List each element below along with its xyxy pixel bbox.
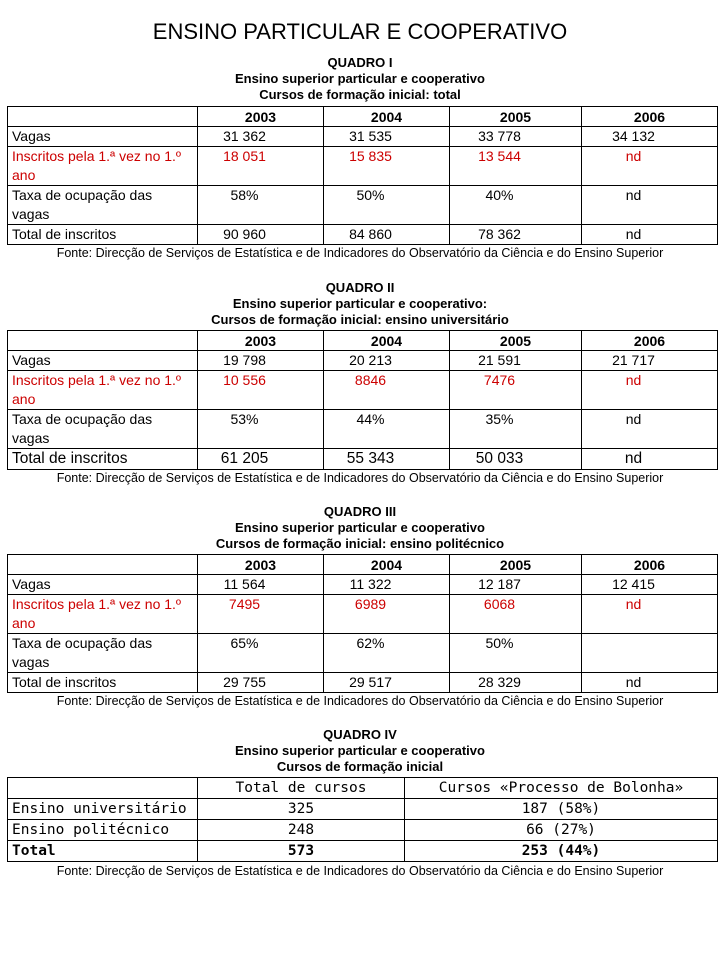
cell-value: 28 329 (450, 673, 582, 693)
year-header: 2003 (198, 107, 324, 127)
header-label-cell (8, 555, 198, 575)
row-label: Total de inscritos (8, 673, 198, 693)
table-row (8, 449, 718, 470)
row-label: Inscritos pela 1.ª vez no 1.º ano (8, 595, 198, 634)
cell-value: 55 343 (324, 449, 450, 470)
cell-value: 44% (324, 410, 450, 449)
year-header: 2003 (198, 331, 324, 351)
header-row (8, 555, 718, 575)
row-label: Taxa de ocupação das vagas (8, 186, 198, 225)
cell-value: 12 187 (450, 575, 582, 595)
row-label: Vagas (8, 351, 198, 371)
year-header: 2004 (324, 107, 450, 127)
table-row (8, 820, 718, 841)
header-row (8, 107, 718, 127)
cell-value: 29 755 (198, 673, 324, 693)
cell-value: 33 778 (450, 127, 582, 147)
cell-value: 35% (450, 410, 582, 449)
year-header: 2004 (324, 331, 450, 351)
cell-value: 18 051 (198, 147, 324, 186)
header-label-cell (8, 778, 198, 799)
cell-value: 12 415 (582, 575, 718, 595)
year-header: 2003 (198, 555, 324, 575)
cell-value: 15 835 (324, 147, 450, 186)
table-row (8, 351, 718, 371)
cell-value: 248 (198, 820, 405, 841)
table-row (8, 799, 718, 820)
quadro-3-heading (0, 504, 720, 552)
source-note: Fonte: Direcção de Serviços de Estatística e de Indicadores do Observatório da Ciência e do Ensino Superior (56, 246, 664, 260)
row-label: Taxa de ocupação das vagas (8, 410, 198, 449)
cell-value: nd (582, 595, 718, 634)
cell-value: 40% (450, 186, 582, 225)
table-row (8, 147, 718, 186)
cell-value: 8846 (324, 371, 450, 410)
cell-value: 253 (44%) (405, 841, 718, 862)
quadro-3-subtitle: Ensino superior particular e cooperativo (235, 520, 485, 535)
row-label: Inscritos pela 1.ª vez no 1.º ano (8, 371, 198, 410)
cell-value: 11 322 (324, 575, 450, 595)
quadro-1-table (7, 106, 718, 245)
cell-value: 20 213 (324, 351, 450, 371)
cell-value: 19 798 (198, 351, 324, 371)
table-row (8, 595, 718, 634)
cell-value: nd (582, 371, 718, 410)
cell-value: 7495 (198, 595, 324, 634)
cell-value: 31 362 (198, 127, 324, 147)
cell-value: 29 517 (324, 673, 450, 693)
year-header: 2006 (582, 107, 718, 127)
quadro-2-heading (0, 280, 720, 328)
row-label: Ensino politécnico (8, 820, 198, 841)
quadro-4-caption: Cursos de formação inicial (276, 759, 444, 774)
table-row (8, 371, 718, 410)
year-header: 2006 (582, 555, 718, 575)
cell-value: nd (582, 225, 718, 245)
cell-value: 7476 (450, 371, 582, 410)
cell-value: 65% (198, 634, 324, 673)
source-note: Fonte: Direcção de Serviços de Estatística e de Indicadores do Observatório da Ciência e do Ensino Superior (56, 864, 664, 878)
cell-value: 573 (198, 841, 405, 862)
cell-value: 61 205 (198, 449, 324, 470)
row-label: Vagas (8, 575, 198, 595)
table-row (8, 575, 718, 595)
cell-value: 6989 (324, 595, 450, 634)
quadro-2-caption: Cursos de formação inicial: ensino universitário (211, 312, 509, 327)
quadro-2-table (7, 330, 718, 470)
row-label: Taxa de ocupação das vagas (8, 634, 198, 673)
row-label: Total de inscritos (8, 449, 198, 470)
header-label-cell (8, 107, 198, 127)
cell-value: 13 544 (450, 147, 582, 186)
table-row (8, 127, 718, 147)
header-row (8, 331, 718, 351)
cell-value: nd (582, 147, 718, 186)
table-row (8, 634, 718, 673)
cell-value: 6068 (450, 595, 582, 634)
row-label: Inscritos pela 1.ª vez no 1.º ano (8, 147, 198, 186)
quadro-2-number: QUADRO II (325, 280, 395, 295)
cell-value: nd (582, 186, 718, 225)
quadro-4-subtitle: Ensino superior particular e cooperativo (235, 743, 485, 758)
quadro-1-heading (0, 55, 720, 103)
cell-value: 50% (324, 186, 450, 225)
cell-value: 187 (58%) (405, 799, 718, 820)
quadro-1-number: QUADRO I (327, 55, 393, 70)
cell-value: 325 (198, 799, 405, 820)
quadro-1-caption: Cursos de formação inicial: total (259, 87, 461, 102)
quadro-3-number: QUADRO III (323, 504, 397, 519)
quadro-1-subtitle: Ensino superior particular e cooperativo (235, 71, 485, 86)
cell-value: 31 535 (324, 127, 450, 147)
cell-value: 34 132 (582, 127, 718, 147)
cell-value: 21 717 (582, 351, 718, 371)
year-header: 2006 (582, 331, 718, 351)
cell-value: 50% (450, 634, 582, 673)
table-row (8, 225, 718, 245)
cell-value: nd (582, 449, 718, 470)
table-row (8, 186, 718, 225)
source-note: Fonte: Direcção de Serviços de Estatística e de Indicadores do Observatório da Ciência e do Ensino Superior (56, 471, 664, 485)
cell-value: 66 (27%) (405, 820, 718, 841)
quadro-4-heading (0, 727, 720, 775)
cell-value: 21 591 (450, 351, 582, 371)
cell-value: 62% (324, 634, 450, 673)
quadro-3-table (7, 554, 718, 693)
cell-value: 84 860 (324, 225, 450, 245)
cell-value: nd (582, 673, 718, 693)
quadro-3-caption: Cursos de formação inicial: ensino politécnico (215, 536, 505, 551)
cell-value: 78 362 (450, 225, 582, 245)
cell-value: nd (582, 410, 718, 449)
cell-value: 50 033 (450, 449, 582, 470)
page-title: ENSINO PARTICULAR E COOPERATIVO (152, 19, 568, 44)
year-header: 2005 (450, 331, 582, 351)
row-label: Ensino universitário (8, 799, 198, 820)
source-note: Fonte: Direcção de Serviços de Estatística e de Indicadores do Observatório da Ciência e do Ensino Superior (56, 694, 664, 708)
cell-value: 11 564 (198, 575, 324, 595)
header-label-cell (8, 331, 198, 351)
cell-value: 10 556 (198, 371, 324, 410)
year-header: 2005 (450, 555, 582, 575)
quadro-2-subtitle: Ensino superior particular e cooperativo: (232, 296, 488, 311)
year-header: 2005 (450, 107, 582, 127)
cell-value (582, 634, 718, 673)
cell-value: 90 960 (198, 225, 324, 245)
cell-value: 58% (198, 186, 324, 225)
row-label: Total (8, 841, 198, 862)
column-header: Total de cursos (198, 778, 405, 799)
year-header: 2004 (324, 555, 450, 575)
quadro-4-table (7, 777, 718, 862)
table-row (8, 410, 718, 449)
header-row (8, 778, 718, 799)
cell-value: 53% (198, 410, 324, 449)
table-row (8, 841, 718, 862)
table-row (8, 673, 718, 693)
row-label: Vagas (8, 127, 198, 147)
row-label: Total de inscritos (8, 225, 198, 245)
column-header: Cursos «Processo de Bolonha» (405, 778, 718, 799)
quadro-4-number: QUADRO IV (323, 727, 397, 742)
